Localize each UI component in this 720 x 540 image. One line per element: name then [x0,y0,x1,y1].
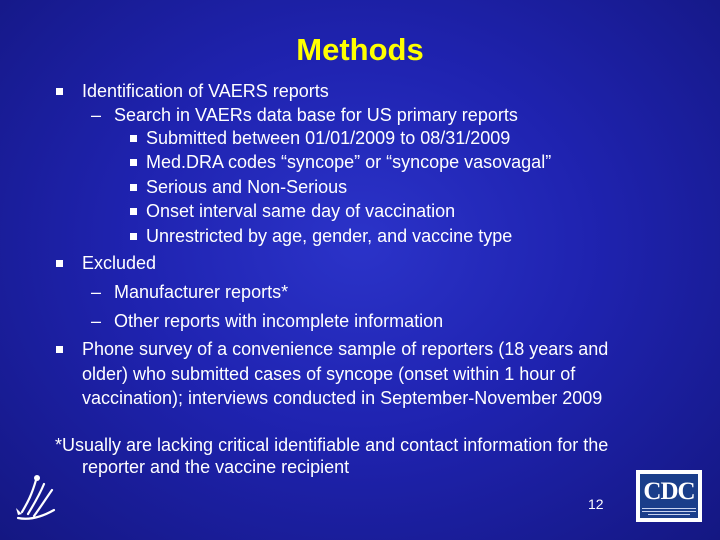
square-bullet-icon [130,159,137,166]
square-bullet-icon [56,346,63,353]
page-number: 12 [588,496,604,512]
cdc-logo-rule [648,514,690,515]
bullet-onset: Onset interval same day of vaccination [146,201,456,221]
bullet-manufacturer: Manufacturer reports* [114,282,289,302]
footnote-line-2: reporter and the vaccine recipient [82,457,350,477]
hhs-eagle-logo-icon [14,468,62,524]
bullet-excluded: Excluded [82,253,157,273]
bullet-submitted: Submitted between 01/01/2009 to 08/31/2009 [146,128,511,148]
square-bullet-icon [130,135,137,142]
slide-title: Methods [296,32,424,67]
bullet-meddra: Med.DRA codes “syncope” or “syncope vasovagal” [146,152,552,172]
square-bullet-icon [130,233,137,240]
bullet-phone-survey-line-3: vaccination); interviews conducted in September-November 2009 [82,388,603,408]
square-bullet-icon [56,88,63,95]
footnote-line-1: *Usually are lacking critical identifiable and contact information for the [55,435,609,455]
bullet-phone-survey-line-1: Phone survey of a convenience sample of reporters (18 years and [82,339,609,359]
bullet-other-reports: Other reports with incomplete information [114,311,444,331]
square-bullet-icon [130,184,137,191]
bullet-unrestricted: Unrestricted by age, gender, and vaccine type [146,226,513,246]
dash-bullet-icon: – [91,311,102,331]
cdc-logo-inner [640,474,698,518]
bullet-serious: Serious and Non-Serious [146,177,348,197]
bullet-phone-survey-line-2: older) who submitted cases of syncope (onset within 1 hour of [82,364,576,384]
cdc-logo [636,470,702,522]
cdc-logo-rule [642,508,696,512]
square-bullet-icon [130,208,137,215]
cdc-logo-text: CDC [643,478,695,505]
bullet-identification: Identification of VAERS reports [82,81,329,101]
dash-bullet-icon: – [91,105,102,125]
bullet-search: Search in VAERs data base for US primary reports [114,105,518,125]
dash-bullet-icon: – [91,282,102,302]
square-bullet-icon [56,260,63,267]
